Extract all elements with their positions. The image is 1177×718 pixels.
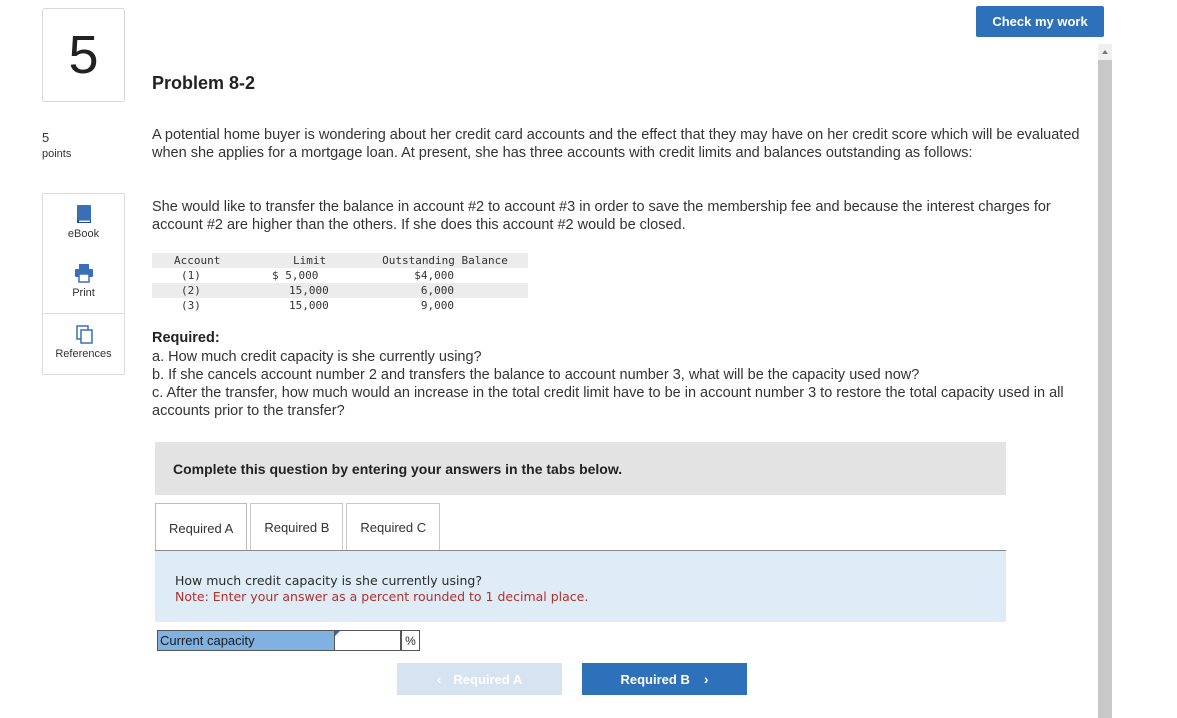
current-capacity-input[interactable]	[335, 630, 401, 651]
tab-required-b[interactable]: Required B	[250, 503, 343, 550]
prev-button-label: Required A	[453, 671, 523, 687]
answer-label: Current capacity	[157, 630, 335, 651]
required-heading: Required:	[152, 330, 220, 346]
table-cell: $ 5,000	[272, 269, 319, 282]
sidebar-item-references[interactable]	[42, 314, 125, 375]
sidebar-item-ebook[interactable]	[42, 193, 125, 254]
problem-paragraph-2: She would like to transfer the balance in account #2 to account #3 in order to save the membership fee and because the interest charges for account #2 are higher than the others. If she does this account #2 would be closed.	[152, 199, 1051, 233]
problem-title: Problem 8-2	[152, 73, 256, 93]
book-icon	[43, 204, 124, 226]
input-flag-icon	[335, 631, 340, 636]
vertical-scrollbar[interactable]	[1098, 44, 1112, 718]
problem-paragraph-1: A potential home buyer is wondering about her credit card accounts and the effect that they may have on her credit score which will be evaluated when she applies for a mortgage loan. At present, she has three accounts with credit limits and balances outstanding as follows:	[152, 127, 1080, 161]
accounts-table	[152, 253, 528, 313]
printer-icon	[43, 263, 124, 285]
documents-icon	[43, 324, 124, 346]
table-cell: 9,000	[420, 299, 454, 312]
table-cell: 15,000	[262, 283, 362, 298]
instructions-text: Complete this question by entering your answers in the tabs below.	[173, 460, 623, 477]
required-item-c: c. After the transfer, how much would an increase in the total credit limit have to be in account number 3 to restore the total capacity used in all accounts prior to the transfer?	[152, 385, 1064, 419]
tab-required-c[interactable]: Required C	[346, 503, 440, 550]
table-header: Account	[152, 253, 262, 268]
table-header-row	[152, 253, 528, 268]
sidebar-item-print[interactable]	[42, 253, 125, 314]
sidebar-item-label: References	[55, 348, 112, 360]
question-text: How much credit capacity is she currently using?	[175, 573, 482, 588]
tab-required-a[interactable]: Required A	[155, 503, 247, 552]
scroll-up-arrow-icon[interactable]	[1098, 44, 1112, 60]
table-cell: (3)	[181, 299, 201, 312]
next-required-b-button[interactable]	[582, 663, 747, 695]
table-row	[152, 283, 528, 298]
table-header: Outstanding Balance	[362, 253, 528, 268]
points-label: points	[42, 148, 72, 160]
question-panel	[155, 551, 1006, 622]
question-number: 5	[42, 8, 125, 102]
check-my-work-button[interactable]: Check my work	[976, 6, 1104, 37]
next-button-label: Required B	[620, 671, 690, 687]
required-item-b: b. If she cancels account number 2 and transfers the balance to account number 3, what will be the capacity used now?	[152, 367, 920, 383]
table-cell: $4,000	[414, 269, 454, 282]
table-cell: (2)	[152, 283, 262, 298]
answer-tabs	[155, 503, 443, 551]
percent-unit: %	[401, 630, 420, 651]
instructions-banner	[155, 442, 1006, 495]
question-note: Note: Enter your answer as a percent rounded to 1 decimal place.	[175, 589, 589, 604]
table-row	[152, 298, 528, 313]
points-value: 5	[42, 130, 50, 145]
chevron-right-icon: ›	[703, 671, 709, 687]
sidebar-item-label: eBook	[67, 228, 100, 240]
table-header: Limit	[262, 253, 362, 268]
table-cell: (1)	[181, 269, 201, 282]
table-row	[152, 268, 528, 283]
sidebar-item-label: Print	[72, 287, 95, 299]
required-list	[152, 348, 1087, 420]
chevron-left-icon: ‹	[436, 671, 442, 687]
prev-required-a-button[interactable]	[397, 663, 562, 695]
table-cell: 6,000	[362, 283, 528, 298]
required-item-a: a. How much credit capacity is she currently using?	[152, 349, 482, 365]
table-cell: 15,000	[289, 299, 329, 312]
